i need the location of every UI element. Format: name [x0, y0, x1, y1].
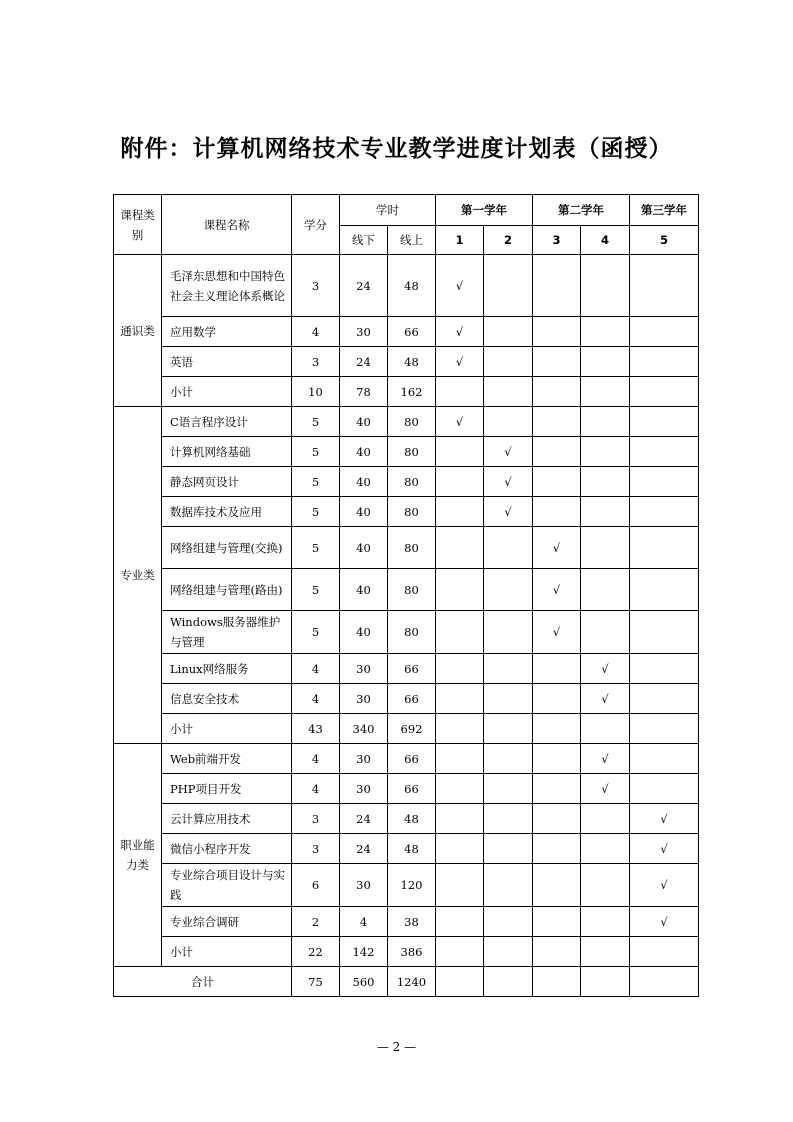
- subtotal-credits: 22: [292, 937, 340, 967]
- course-name: 计算机网络基础: [162, 437, 292, 467]
- course-row: [114, 467, 699, 497]
- term-cell: [436, 834, 484, 864]
- term-cell: [630, 714, 699, 744]
- course-name: Linux网络服务: [162, 654, 292, 684]
- term-cell: [630, 317, 699, 347]
- course-offline-hours: 30: [340, 864, 388, 907]
- term-cell: [533, 407, 581, 437]
- header-credits: 学分: [292, 195, 340, 255]
- course-credits: 5: [292, 527, 340, 569]
- course-name: 专业综合调研: [162, 907, 292, 937]
- course-offline-hours: 30: [340, 684, 388, 714]
- term-cell: [533, 714, 581, 744]
- term-cell: [630, 967, 699, 997]
- course-online-hours: 66: [388, 774, 436, 804]
- check-mark: √: [630, 907, 699, 937]
- course-offline-hours: 40: [340, 527, 388, 569]
- term-cell: [533, 497, 581, 527]
- course-name: Web前端开发: [162, 744, 292, 774]
- term-cell: [484, 569, 533, 611]
- term-cell: [436, 744, 484, 774]
- term-cell: [533, 347, 581, 377]
- course-name: 专业综合项目设计与实践: [162, 864, 292, 907]
- course-offline-hours: 30: [340, 654, 388, 684]
- term-cell: [484, 611, 533, 654]
- course-offline-hours: 30: [340, 744, 388, 774]
- check-mark: √: [484, 497, 533, 527]
- course-credits: 5: [292, 497, 340, 527]
- term-cell: [533, 864, 581, 907]
- header-course-name: 课程名称: [162, 195, 292, 255]
- term-cell: [484, 744, 533, 774]
- check-mark: √: [581, 774, 630, 804]
- subtotal-row: [114, 937, 699, 967]
- category-cell: 专业类: [114, 407, 162, 744]
- course-name: 网络组建与管理(路由): [162, 569, 292, 611]
- term-cell: [581, 569, 630, 611]
- check-mark: √: [533, 527, 581, 569]
- term-cell: [581, 437, 630, 467]
- term-cell: [436, 497, 484, 527]
- course-online-hours: 80: [388, 569, 436, 611]
- course-credits: 3: [292, 347, 340, 377]
- course-offline-hours: 4: [340, 907, 388, 937]
- term-cell: [581, 407, 630, 437]
- term-cell: [436, 774, 484, 804]
- subtotal-offline: 340: [340, 714, 388, 744]
- course-row: [114, 497, 699, 527]
- category-cell: 职业能力类: [114, 744, 162, 967]
- course-online-hours: 120: [388, 864, 436, 907]
- table-body: [114, 255, 699, 967]
- total-credits: 75: [292, 967, 340, 997]
- course-name: 网络组建与管理(交换): [162, 527, 292, 569]
- subtotal-credits: 43: [292, 714, 340, 744]
- course-offline-hours: 24: [340, 347, 388, 377]
- term-cell: [533, 937, 581, 967]
- term-cell: [630, 654, 699, 684]
- term-cell: [533, 255, 581, 317]
- term-cell: [533, 317, 581, 347]
- header-term-3: 3: [533, 226, 581, 255]
- term-cell: [484, 937, 533, 967]
- term-cell: [581, 527, 630, 569]
- course-name: 静态网页设计: [162, 467, 292, 497]
- check-mark: √: [630, 804, 699, 834]
- term-cell: [436, 654, 484, 684]
- term-cell: [533, 467, 581, 497]
- check-mark: √: [436, 347, 484, 377]
- subtotal-label: 小计: [162, 714, 292, 744]
- course-row: [114, 684, 699, 714]
- course-offline-hours: 40: [340, 437, 388, 467]
- header-year2: 第二学年: [533, 195, 630, 226]
- term-cell: [484, 834, 533, 864]
- term-cell: [533, 774, 581, 804]
- check-mark: √: [436, 407, 484, 437]
- term-cell: [581, 317, 630, 347]
- course-online-hours: 80: [388, 467, 436, 497]
- term-cell: [533, 907, 581, 937]
- course-online-hours: 80: [388, 611, 436, 654]
- term-cell: [436, 907, 484, 937]
- header-term-1: 1: [436, 226, 484, 255]
- course-online-hours: 48: [388, 834, 436, 864]
- total-label: 合计: [114, 967, 292, 997]
- term-cell: [484, 654, 533, 684]
- course-row: [114, 611, 699, 654]
- term-cell: [484, 907, 533, 937]
- term-cell: [533, 684, 581, 714]
- course-name: 数据库技术及应用: [162, 497, 292, 527]
- course-row: [114, 834, 699, 864]
- term-cell: [533, 804, 581, 834]
- subtotal-row: [114, 714, 699, 744]
- term-cell: [581, 907, 630, 937]
- total-online: 1240: [388, 967, 436, 997]
- term-cell: [630, 437, 699, 467]
- course-offline-hours: 30: [340, 774, 388, 804]
- term-cell: [436, 684, 484, 714]
- header-offline: 线下: [340, 226, 388, 255]
- total-row: [114, 967, 699, 997]
- course-online-hours: 66: [388, 654, 436, 684]
- course-name: 信息安全技术: [162, 684, 292, 714]
- term-cell: [581, 467, 630, 497]
- header-term-4: 4: [581, 226, 630, 255]
- course-row: [114, 437, 699, 467]
- course-credits: 3: [292, 834, 340, 864]
- total-offline: 560: [340, 967, 388, 997]
- course-row: [114, 804, 699, 834]
- term-cell: [436, 714, 484, 744]
- course-row: [114, 527, 699, 569]
- term-cell: [484, 317, 533, 347]
- check-mark: √: [581, 684, 630, 714]
- course-offline-hours: 30: [340, 317, 388, 347]
- check-mark: √: [533, 569, 581, 611]
- term-cell: [484, 967, 533, 997]
- check-mark: √: [436, 317, 484, 347]
- term-cell: [533, 834, 581, 864]
- course-offline-hours: 40: [340, 407, 388, 437]
- term-cell: [436, 804, 484, 834]
- term-cell: [484, 347, 533, 377]
- term-cell: [484, 864, 533, 907]
- subtotal-online: 692: [388, 714, 436, 744]
- term-cell: [581, 255, 630, 317]
- term-cell: [484, 804, 533, 834]
- subtotal-offline: 78: [340, 377, 388, 407]
- check-mark: √: [630, 834, 699, 864]
- term-cell: [630, 467, 699, 497]
- course-row: [114, 774, 699, 804]
- course-name: 英语: [162, 347, 292, 377]
- header-term-2: 2: [484, 226, 533, 255]
- course-online-hours: 66: [388, 317, 436, 347]
- header-year3: 第三学年: [630, 195, 699, 226]
- course-credits: 4: [292, 684, 340, 714]
- course-credits: 3: [292, 255, 340, 317]
- term-cell: [630, 611, 699, 654]
- header-category: 课程类别: [114, 195, 162, 255]
- check-mark: √: [436, 255, 484, 317]
- term-cell: [484, 714, 533, 744]
- term-cell: [630, 569, 699, 611]
- term-cell: [630, 774, 699, 804]
- term-cell: [533, 654, 581, 684]
- term-cell: [630, 407, 699, 437]
- course-online-hours: 80: [388, 497, 436, 527]
- term-cell: [436, 967, 484, 997]
- subtotal-online: 162: [388, 377, 436, 407]
- term-cell: [581, 714, 630, 744]
- term-cell: [484, 527, 533, 569]
- term-cell: [533, 437, 581, 467]
- course-offline-hours: 40: [340, 611, 388, 654]
- term-cell: [630, 527, 699, 569]
- course-row: [114, 744, 699, 774]
- term-cell: [630, 497, 699, 527]
- term-cell: [581, 937, 630, 967]
- course-credits: 5: [292, 437, 340, 467]
- course-offline-hours: 40: [340, 569, 388, 611]
- term-cell: [630, 347, 699, 377]
- term-cell: [436, 611, 484, 654]
- course-online-hours: 38: [388, 907, 436, 937]
- term-cell: [581, 377, 630, 407]
- course-credits: 5: [292, 611, 340, 654]
- course-credits: 4: [292, 744, 340, 774]
- page-title: 附件：计算机网络技术专业教学进度计划表（函授）: [120, 136, 673, 162]
- course-name: 毛泽东思想和中国特色社会主义理论体系概论: [162, 255, 292, 317]
- term-cell: [533, 377, 581, 407]
- course-name: 云计算应用技术: [162, 804, 292, 834]
- term-cell: [484, 774, 533, 804]
- subtotal-row: [114, 377, 699, 407]
- course-row: [114, 347, 699, 377]
- course-credits: 5: [292, 467, 340, 497]
- check-mark: √: [484, 467, 533, 497]
- term-cell: [436, 437, 484, 467]
- course-row: [114, 407, 699, 437]
- term-cell: [630, 684, 699, 714]
- category-cell: 通识类: [114, 255, 162, 407]
- term-cell: [436, 569, 484, 611]
- course-offline-hours: 24: [340, 255, 388, 317]
- course-credits: 2: [292, 907, 340, 937]
- course-online-hours: 66: [388, 684, 436, 714]
- term-cell: [436, 937, 484, 967]
- course-name: 应用数学: [162, 317, 292, 347]
- check-mark: √: [484, 437, 533, 467]
- subtotal-offline: 142: [340, 937, 388, 967]
- term-cell: [630, 255, 699, 317]
- course-online-hours: 66: [388, 744, 436, 774]
- course-row: [114, 569, 699, 611]
- course-online-hours: 80: [388, 407, 436, 437]
- term-cell: [581, 834, 630, 864]
- course-offline-hours: 40: [340, 467, 388, 497]
- term-cell: [484, 407, 533, 437]
- term-cell: [630, 937, 699, 967]
- course-credits: 4: [292, 317, 340, 347]
- subtotal-online: 386: [388, 937, 436, 967]
- course-online-hours: 48: [388, 347, 436, 377]
- course-name: PHP项目开发: [162, 774, 292, 804]
- course-online-hours: 80: [388, 527, 436, 569]
- course-name: Windows服务器维护与管理: [162, 611, 292, 654]
- course-credits: 5: [292, 407, 340, 437]
- course-offline-hours: 24: [340, 834, 388, 864]
- term-cell: [581, 804, 630, 834]
- term-cell: [581, 347, 630, 377]
- course-credits: 4: [292, 774, 340, 804]
- course-offline-hours: 24: [340, 804, 388, 834]
- term-cell: [436, 527, 484, 569]
- course-row: [114, 255, 699, 317]
- page-number: — 2 —: [376, 1040, 417, 1054]
- term-cell: [436, 467, 484, 497]
- term-cell: [581, 967, 630, 997]
- course-name: 微信小程序开发: [162, 834, 292, 864]
- term-cell: [533, 744, 581, 774]
- header-hours: 学时: [340, 195, 436, 226]
- course-name: C语言程序设计: [162, 407, 292, 437]
- header-year1: 第一学年: [436, 195, 533, 226]
- term-cell: [436, 377, 484, 407]
- term-cell: [630, 744, 699, 774]
- course-row: [114, 864, 699, 907]
- term-cell: [630, 377, 699, 407]
- course-credits: 4: [292, 654, 340, 684]
- course-online-hours: 80: [388, 437, 436, 467]
- term-cell: [581, 497, 630, 527]
- term-cell: [533, 967, 581, 997]
- check-mark: √: [630, 864, 699, 907]
- header-term-5: 5: [630, 226, 699, 255]
- check-mark: √: [581, 744, 630, 774]
- term-cell: [581, 864, 630, 907]
- course-row: [114, 654, 699, 684]
- term-cell: [484, 684, 533, 714]
- course-offline-hours: 40: [340, 497, 388, 527]
- course-online-hours: 48: [388, 804, 436, 834]
- schedule-table: [113, 194, 699, 997]
- check-mark: √: [581, 654, 630, 684]
- subtotal-credits: 10: [292, 377, 340, 407]
- course-credits: 6: [292, 864, 340, 907]
- check-mark: √: [533, 611, 581, 654]
- subtotal-label: 小计: [162, 937, 292, 967]
- course-row: [114, 907, 699, 937]
- subtotal-label: 小计: [162, 377, 292, 407]
- header-online: 线上: [388, 226, 436, 255]
- course-online-hours: 48: [388, 255, 436, 317]
- course-credits: 3: [292, 804, 340, 834]
- term-cell: [484, 377, 533, 407]
- course-row: [114, 317, 699, 347]
- course-credits: 5: [292, 569, 340, 611]
- term-cell: [581, 611, 630, 654]
- term-cell: [484, 255, 533, 317]
- term-cell: [436, 864, 484, 907]
